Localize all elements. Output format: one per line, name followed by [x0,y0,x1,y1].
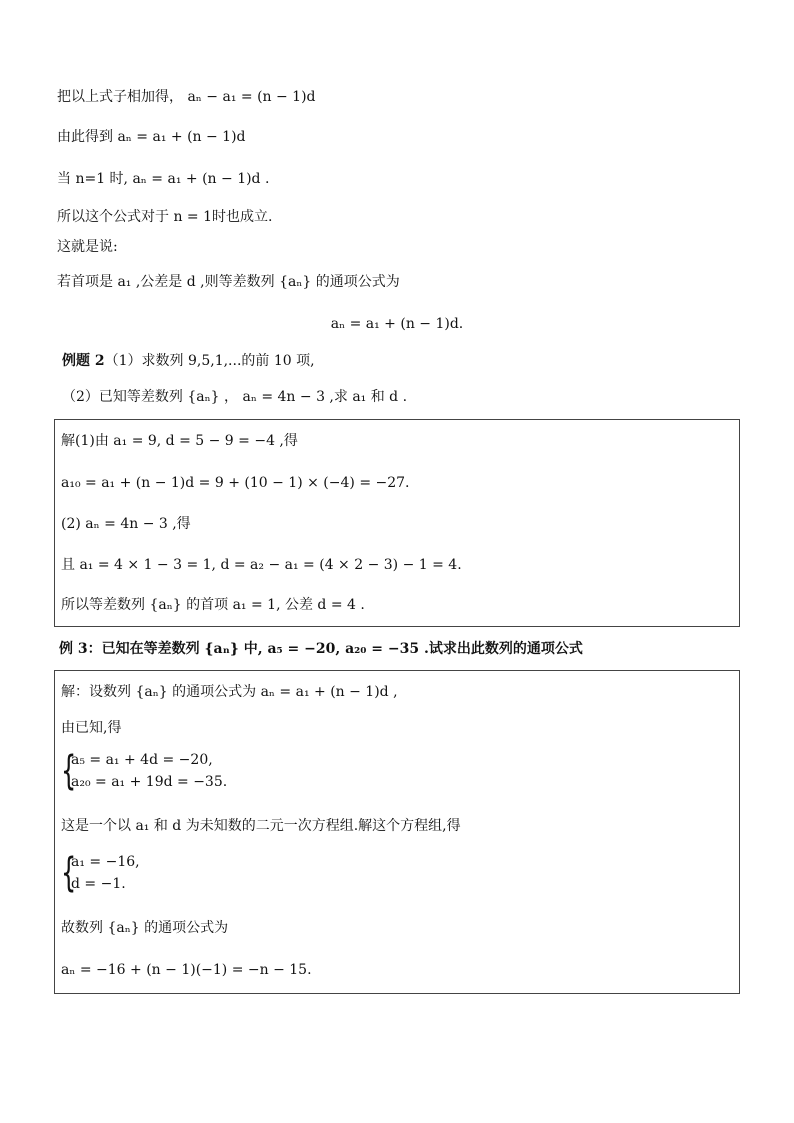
example-3-question: 例 3：已知在等差数列 {aₙ} 中, a₅ = −20, a₂₀ = −35 .试求出此数列的通项公式 [59,641,583,657]
ex3-solution-line-4: 故数列 {aₙ} 的通项公式为 [61,920,229,936]
system-2-equation-2: d = −1. [71,876,126,892]
system-1-equation-2: a₂₀ = a₁ + 19d = −35. [71,774,228,790]
ex2-solution-line-2: a₁₀ = a₁ + (n − 1)d = 9 + (10 − 1) × (−4) = −27. [61,475,410,491]
ex3-solution-line-1: 解：设数列 {aₙ} 的通项公式为 aₙ = a₁ + (n − 1)d , [61,684,398,700]
left-brace: { [61,850,77,896]
ex3-solution-line-2: 由已知,得 [61,720,122,736]
ex2-solution-line-1: 解(1)由 a₁ = 9, d = 5 − 9 = −4 ,得 [61,433,298,449]
system-2-equation-1: a₁ = −16, [71,854,140,870]
derivation-line-1: 把以上式子相加得， aₙ − a₁ = (n − 1)d [57,89,316,105]
general-term-formula: aₙ = a₁ + (n − 1)d. [330,316,464,332]
example-2-question-1 [62,352,315,370]
derivation-line-5: 这就是说: [57,239,118,255]
left-brace: { [61,748,77,794]
example-2-question-2: （2）已知等差数列 {aₙ} ， aₙ = 4n − 3 ,求 a₁ 和 d . [62,389,408,405]
system-1-equation-1: a₅ = a₁ + 4d = −20, [71,752,213,768]
derivation-line-6: 若首项是 a₁ ,公差是 d ,则等差数列 {aₙ} 的通项公式为 [57,274,400,290]
example-2-solution-box [54,419,740,627]
derivation-line-3: 当 n=1 时, aₙ = a₁ + (n − 1)d . [57,171,270,187]
example-3-solution-box [54,670,740,994]
ex3-solution-line-3: 这是一个以 a₁ 和 d 为未知数的二元一次方程组.解这个方程组,得 [61,818,461,834]
derivation-line-4: 所以这个公式对于 n = 1时也成立. [57,209,273,225]
example-2-q1-text: （1）求数列 9,5,1,...的前 10 项, [104,353,315,369]
equation-system-1 [61,749,227,793]
ex3-solution-line-5: aₙ = −16 + (n − 1)(−1) = −n − 15. [61,962,312,978]
ex2-solution-line-5: 所以等差数列 {aₙ} 的首项 a₁ = 1, 公差 d = 4 . [61,597,365,613]
ex2-solution-line-3: (2) aₙ = 4n − 3 ,得 [61,516,191,532]
ex2-solution-line-4: 且 a₁ = 4 × 1 − 3 = 1, d = a₂ − a₁ = (4 × 2 − 3) − 1 = 4. [61,557,462,573]
derivation-line-2: 由此得到 aₙ = a₁ + (n − 1)d [57,129,246,145]
equation-system-2 [61,851,140,895]
example-2-title: 例题 2 [62,353,105,369]
